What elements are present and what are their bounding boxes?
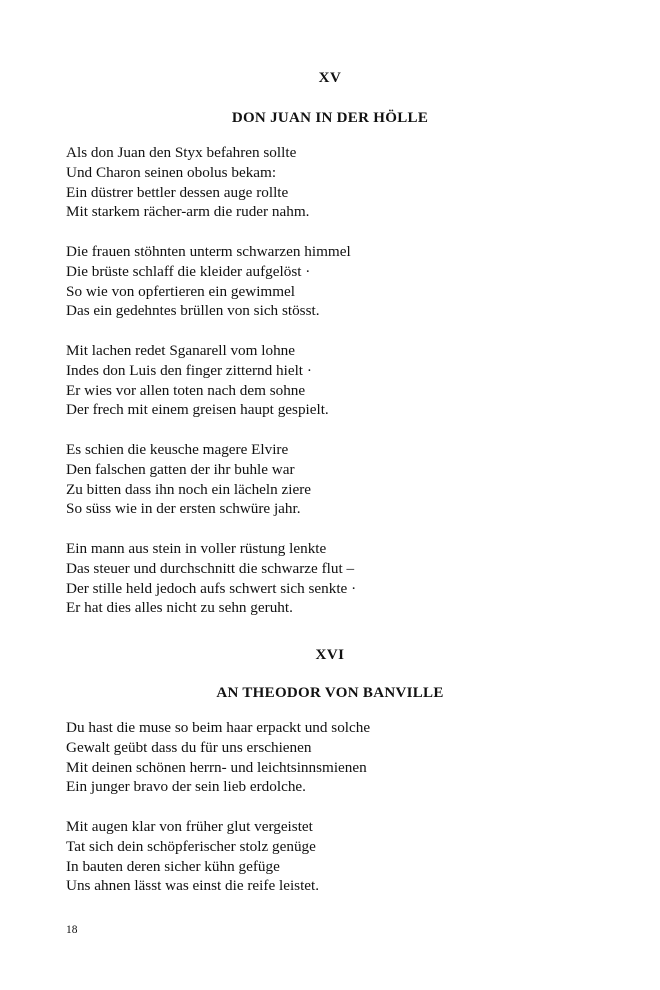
verse-line: In bauten deren sicher kühn gefüge — [66, 857, 280, 875]
verse-line: Die frauen stöhnten unterm schwarzen himmel — [66, 243, 351, 260]
verse-line: Mit starkem rächer-arm die ruder nahm. — [66, 203, 310, 221]
verse-line: Du hast die muse so beim haar erpackt und solche — [66, 719, 371, 736]
stanza — [66, 817, 626, 896]
verse-line: Es schien die keusche magere Elvire — [66, 441, 289, 458]
stanza — [66, 440, 626, 519]
verse-line: Das steuer und durchschnitt die schwarze flut – — [66, 559, 355, 577]
stanza — [66, 242, 626, 321]
verse-line: Mit lachen redet Sganarell vom lohne — [66, 342, 296, 359]
poem-title: AN THEODOR VON BANVILLE — [216, 685, 444, 701]
stanza — [66, 341, 626, 420]
verse-line: Ein düstrer bettler dessen auge rollte — [66, 183, 289, 201]
verse-line: Zu bitten dass ihn noch ein lächeln ziere — [66, 480, 312, 498]
verse-line: So süss wie in der ersten schwüre jahr. — [66, 500, 301, 518]
verse-line: Ein mann aus stein in voller rüstung lenkte — [66, 540, 327, 557]
verse-line: Tat sich dein schöpferischer stolz genüge — [66, 837, 316, 855]
verse-line: Der frech mit einem greisen haupt gespielt. — [66, 401, 329, 419]
verse-line: Und Charon seinen obolus bekam: — [66, 163, 277, 181]
page-number: 18 — [66, 924, 78, 936]
verse-line: Mit augen klar von früher glut vergeistet — [66, 818, 313, 835]
stanza — [66, 539, 626, 618]
verse-line: Das ein gedehntes brüllen von sich stösst. — [66, 302, 320, 320]
verse-line: Er wies vor allen toten nach dem sohne — [66, 381, 306, 399]
verse-line: Indes don Luis den finger zitternd hielt · — [66, 361, 312, 379]
verse-line: Uns ahnen lässt was einst die reife leistet. — [66, 877, 320, 895]
verse-line: So wie von opfertieren ein gewimmel — [66, 282, 296, 300]
poem-numeral: XV — [318, 70, 342, 86]
verse-line: Er hat dies alles nicht zu sehn geruht. — [66, 599, 293, 617]
verse-line: Die brüste schlaff die kleider aufgelöst · — [66, 262, 311, 280]
verse-line: Gewalt geübt dass du für uns erschienen — [66, 738, 312, 756]
verse-line: Der stille held jedoch aufs schwert sich senkte · — [66, 579, 357, 597]
poem-title: DON JUAN IN DER HÖLLE — [231, 110, 429, 126]
verse-line: Mit deinen schönen herrn- und leichtsinnsmienen — [66, 758, 367, 776]
verse-line: Als don Juan den Styx befahren sollte — [66, 144, 297, 161]
poem-numeral: XVI — [315, 647, 345, 663]
stanza — [66, 143, 626, 222]
verse-line: Ein junger bravo der sein lieb erdolche. — [66, 778, 306, 796]
verse-line: Den falschen gatten der ihr buhle war — [66, 460, 295, 478]
stanza — [66, 718, 626, 797]
